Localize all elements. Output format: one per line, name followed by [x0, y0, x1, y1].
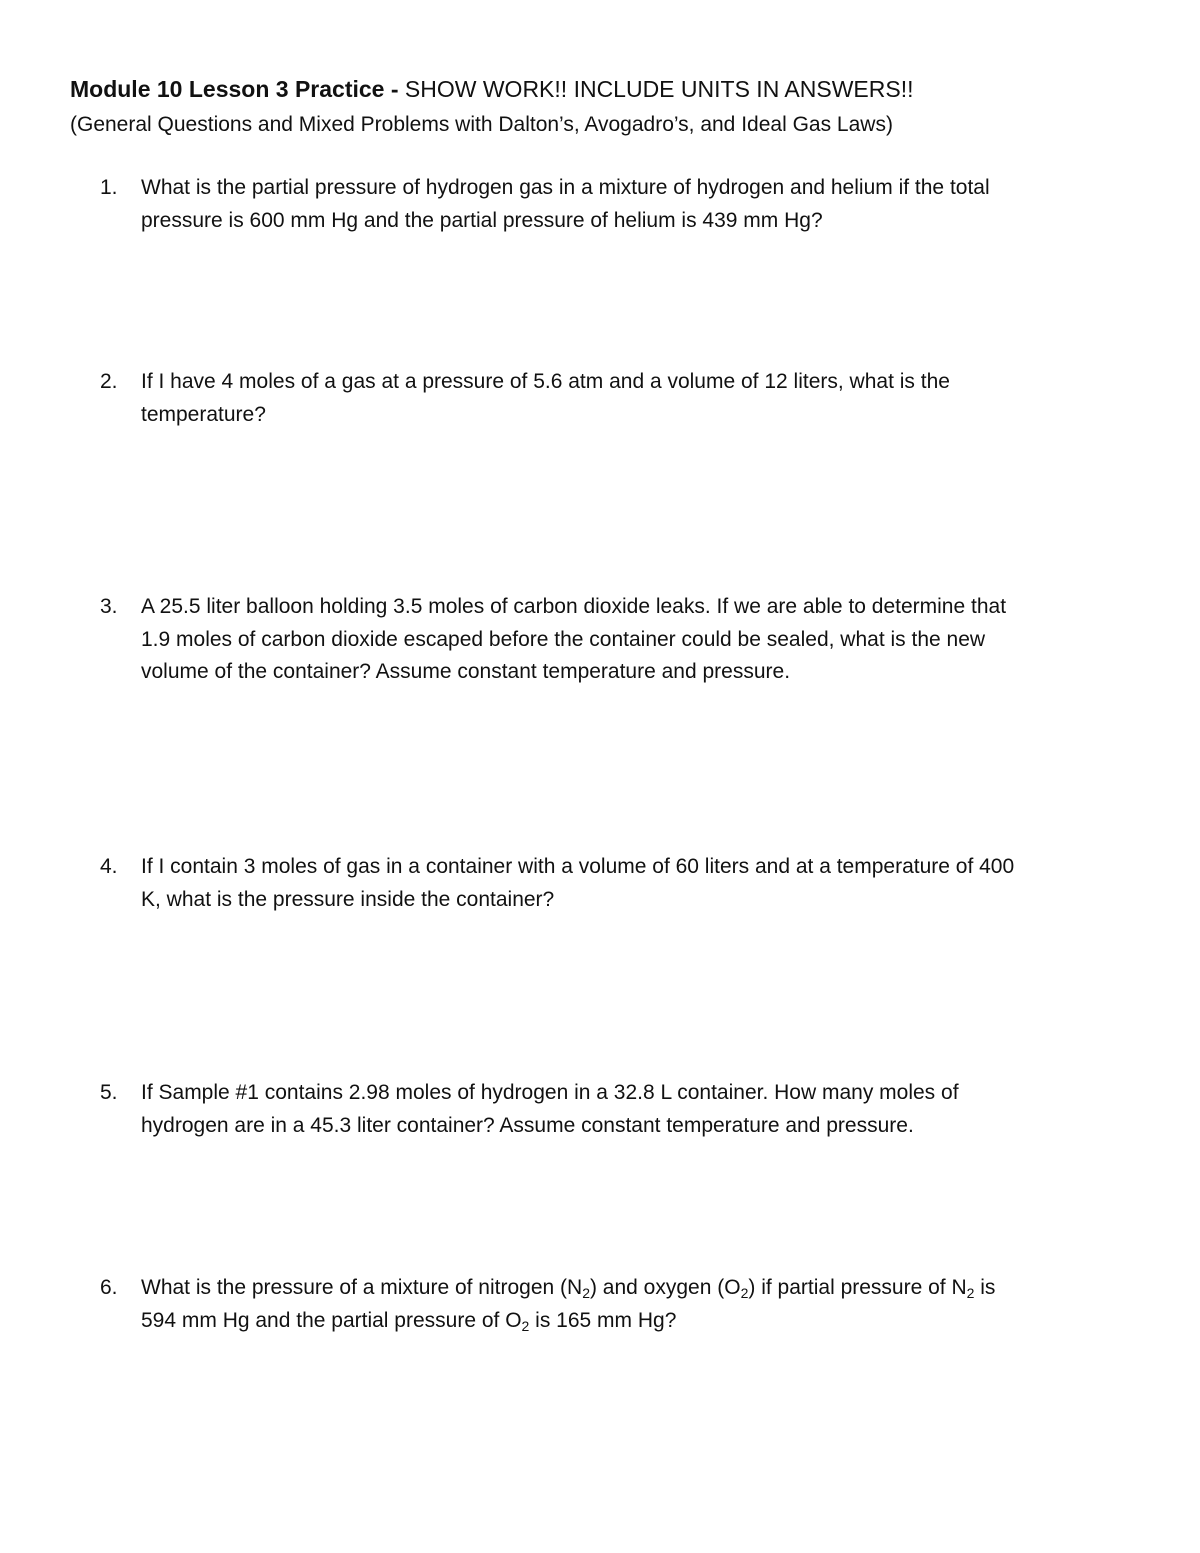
question-text — [141, 172, 1130, 237]
question-number: 3. — [100, 595, 118, 618]
question-4 — [100, 851, 1130, 916]
title-instruction-part: SHOW WORK!! INCLUDE UNITS IN ANSWERS!! — [404, 76, 914, 102]
question-line: pressure is 600 mm Hg and the partial pressure of helium is 439 mm Hg? — [141, 208, 823, 232]
question-line — [141, 1305, 1130, 1338]
question-5 — [100, 1077, 1130, 1142]
text-run: What is the pressure of a mixture of nitrogen (N — [141, 1276, 583, 1299]
question-2 — [100, 366, 1130, 431]
question-line: What is the partial pressure of hydrogen gas in a mixture of hydrogen and helium if the total — [141, 176, 990, 199]
question-text — [141, 591, 1130, 689]
question-line: temperature? — [141, 402, 266, 426]
subscript: 2 — [582, 1285, 590, 1301]
question-number: 5. — [100, 1081, 118, 1104]
page-subtitle: (General Questions and Mixed Problems with Dalton’s, Avogadro’s, and Ideal Gas Laws) — [70, 113, 893, 136]
question-6 — [100, 1272, 1130, 1337]
question-line: If I contain 3 moles of gas in a container with a volume of 60 liters and at a temperature of 400 — [141, 855, 1015, 878]
question-text — [141, 366, 1130, 431]
text-run: is 165 mm Hg? — [529, 1308, 677, 1332]
question-1 — [100, 172, 1130, 237]
subscript: 2 — [966, 1285, 975, 1301]
question-number: 4. — [100, 855, 118, 878]
question-line — [141, 1272, 1130, 1305]
subscript: 2 — [740, 1285, 749, 1301]
question-line: hydrogen are in a 45.3 liter container? Assume constant temperature and pressure. — [141, 1113, 914, 1137]
subscript: 2 — [521, 1317, 530, 1334]
question-number: 2. — [100, 370, 118, 393]
text-run: ) and oxygen (O — [589, 1276, 741, 1299]
text-run: 594 mm Hg and the partial pressure of O — [141, 1308, 522, 1332]
question-line: K, what is the pressure inside the container? — [141, 887, 555, 911]
text-run: is — [974, 1276, 996, 1299]
text-run: ) if partial pressure of N — [748, 1276, 967, 1299]
question-line: If Sample #1 contains 2.98 moles of hydrogen in a 32.8 L container. How many moles of — [141, 1081, 959, 1104]
question-line: A 25.5 liter balloon holding 3.5 moles of carbon dioxide leaks. If we are able to determine that — [141, 595, 1007, 618]
question-line: 1.9 moles of carbon dioxide escaped before the container could be sealed, what is the new — [141, 627, 986, 651]
question-3 — [100, 591, 1130, 689]
question-number: 1. — [100, 176, 118, 199]
question-text — [141, 851, 1130, 916]
title-bold-part: Module 10 Lesson 3 Practice - — [70, 76, 405, 102]
question-text — [141, 1272, 1130, 1337]
question-line: If I have 4 moles of a gas at a pressure of 5.6 atm and a volume of 12 liters, what is the — [141, 370, 950, 393]
page-title — [70, 74, 914, 104]
question-line: volume of the container? Assume constant temperature and pressure. — [141, 660, 791, 683]
question-text — [141, 1077, 1130, 1142]
question-number: 6. — [100, 1276, 118, 1299]
